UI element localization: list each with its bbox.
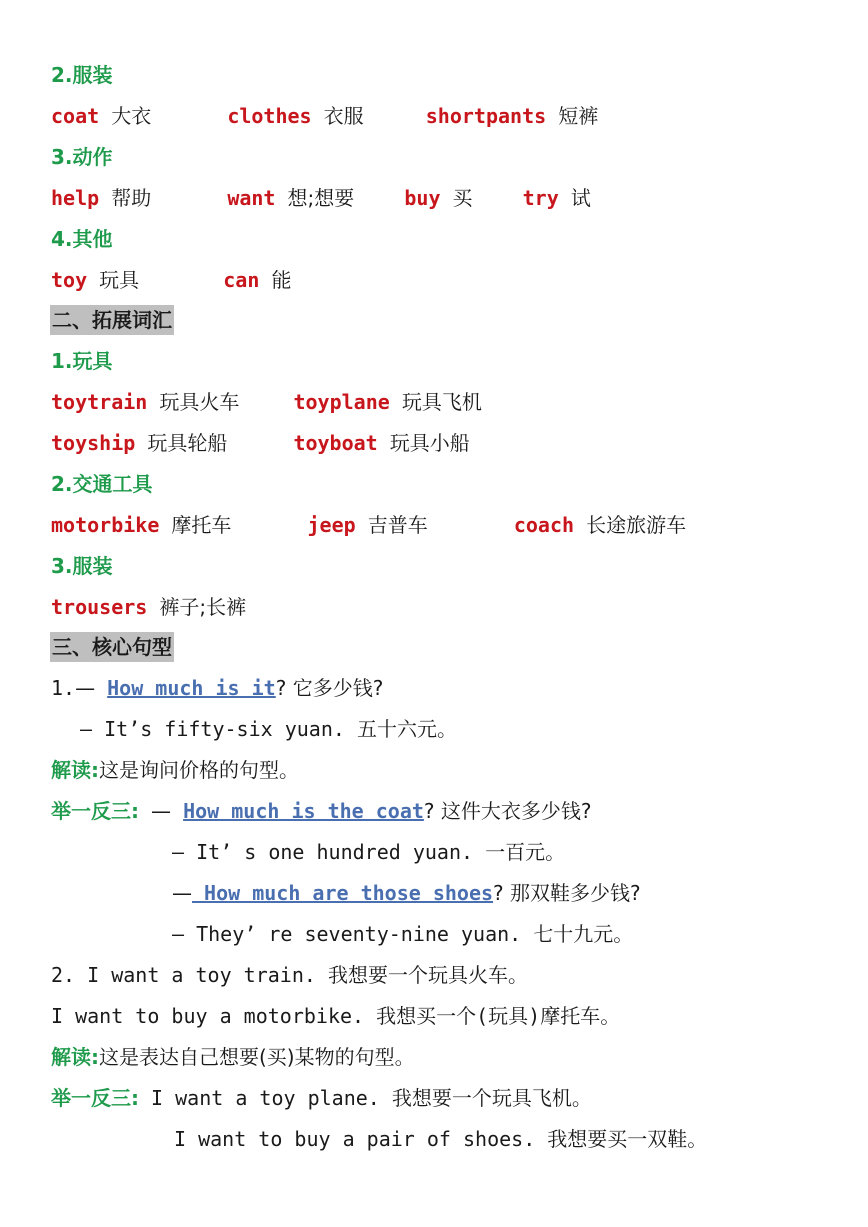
vocab-en: shortpants: [425, 104, 547, 128]
vocab-en: coat: [51, 104, 100, 128]
pattern1-example1-question: [51, 796, 592, 826]
section-title-core-patterns: [50, 632, 174, 662]
example-key-phrase: How much are those shoes: [192, 881, 494, 905]
vocab-en: trousers: [51, 595, 148, 619]
vocab-cn: 短裤: [558, 104, 599, 128]
vocab-cn: 想;想要: [287, 186, 355, 210]
pattern1-answer: — It’s fifty-six yuan. 五十六元。: [80, 717, 457, 741]
vocab-en: clothes: [227, 104, 312, 128]
pattern1-note: [51, 755, 299, 785]
toys-heading: 1.玩具: [51, 349, 113, 373]
other-vocab-row: [51, 265, 291, 295]
dash: —: [172, 881, 192, 905]
vocab-cn: 玩具飞机: [401, 390, 482, 414]
example-label: 举一反三:: [51, 799, 139, 823]
vocab-cn: 能: [271, 268, 292, 292]
vocab-en: motorbike: [51, 513, 160, 537]
vocab-en: toyship: [51, 431, 136, 455]
pattern1-example2-answer: — They’ re seventy-nine yuan. 七十九元。: [172, 922, 634, 946]
vocab-cn: 帮助: [111, 186, 152, 210]
vocab-cn: 玩具: [99, 268, 140, 292]
pattern-key-phrase: How much is it: [107, 676, 276, 700]
transport-heading: 2.交通工具: [51, 472, 153, 496]
clothing-vocab-row: [51, 101, 598, 131]
pattern1-example1-answer: — It’ s one hundred yuan. 一百元。: [172, 840, 566, 864]
vocab-cn: 玩具轮船: [147, 431, 228, 455]
question-rest: ? 它多少钱?: [275, 676, 384, 700]
vocab-cn: 玩具火车: [159, 390, 240, 414]
vocab-en: toy: [51, 268, 88, 292]
vocab-en: toyboat: [293, 431, 378, 455]
example-label: 举一反三:: [51, 1086, 139, 1110]
vocab-en: want: [227, 186, 276, 210]
toys-vocab-row-1: [51, 387, 482, 417]
note-label: 解读:: [51, 1045, 99, 1069]
pattern2-example2: I want to buy a pair of shoes. 我想要买一双鞋。: [174, 1127, 708, 1151]
pattern-number: 1.: [51, 676, 76, 700]
vocab-en: coach: [513, 513, 575, 537]
pattern2-example1: [51, 1083, 592, 1113]
vocab-en: can: [223, 268, 260, 292]
pattern2-line2: I want to buy a motorbike. 我想买一个(玩具)摩托车。: [51, 1004, 621, 1028]
vocab-en: try: [522, 186, 559, 210]
toys-vocab-row-2: [51, 428, 470, 458]
pattern1-example2-question: [172, 878, 641, 908]
action-vocab-row: [51, 183, 591, 213]
vocab-en: help: [51, 186, 100, 210]
vocab-cn: 大衣: [111, 104, 152, 128]
question-rest: ? 那双鞋多少钱?: [493, 881, 641, 905]
ext-clothing-vocab-row: [51, 592, 246, 622]
pattern2-note: [51, 1042, 415, 1072]
vocab-cn: 吉普车: [367, 513, 428, 537]
other-heading: 4.其他: [51, 227, 113, 251]
pattern1-question: [51, 673, 383, 703]
action-heading: 3.动作: [51, 145, 113, 169]
dash: —: [151, 799, 172, 823]
example-sentence: I want a toy plane. 我想要一个玩具飞机。: [151, 1086, 592, 1110]
vocab-en: buy: [404, 186, 441, 210]
example-key-phrase: How much is the coat: [183, 799, 424, 823]
vocab-cn: 玩具小船: [389, 431, 470, 455]
clothing-heading: 2.服装: [51, 63, 113, 87]
note-label: 解读:: [51, 758, 99, 782]
vocab-cn: 衣服: [323, 104, 364, 128]
vocab-en: toyplane: [293, 390, 390, 414]
vocab-cn: 裤子;长裤: [159, 595, 247, 619]
transport-vocab-row: [51, 510, 686, 540]
note-text: 这是询问价格的句型。: [99, 758, 299, 782]
vocab-en: jeep: [307, 513, 356, 537]
note-text: 这是表达自己想要(买)某物的句型。: [99, 1045, 415, 1069]
vocab-en: toytrain: [51, 390, 148, 414]
vocab-cn: 摩托车: [171, 513, 232, 537]
section-title-text: 二、拓展词汇: [50, 305, 174, 335]
vocab-cn: 长途旅游车: [586, 513, 687, 537]
section-title-text: 三、核心句型: [50, 632, 174, 662]
pattern2-line1: 2. I want a toy train. 我想要一个玩具火车。: [51, 963, 528, 987]
vocab-cn: 买: [452, 186, 473, 210]
dash: —: [75, 676, 96, 700]
question-rest: ? 这件大衣多少钱?: [423, 799, 592, 823]
section-title-extended-vocab: [50, 305, 174, 335]
vocab-cn: 试: [570, 186, 591, 210]
ext-clothing-heading: 3.服装: [51, 554, 113, 578]
